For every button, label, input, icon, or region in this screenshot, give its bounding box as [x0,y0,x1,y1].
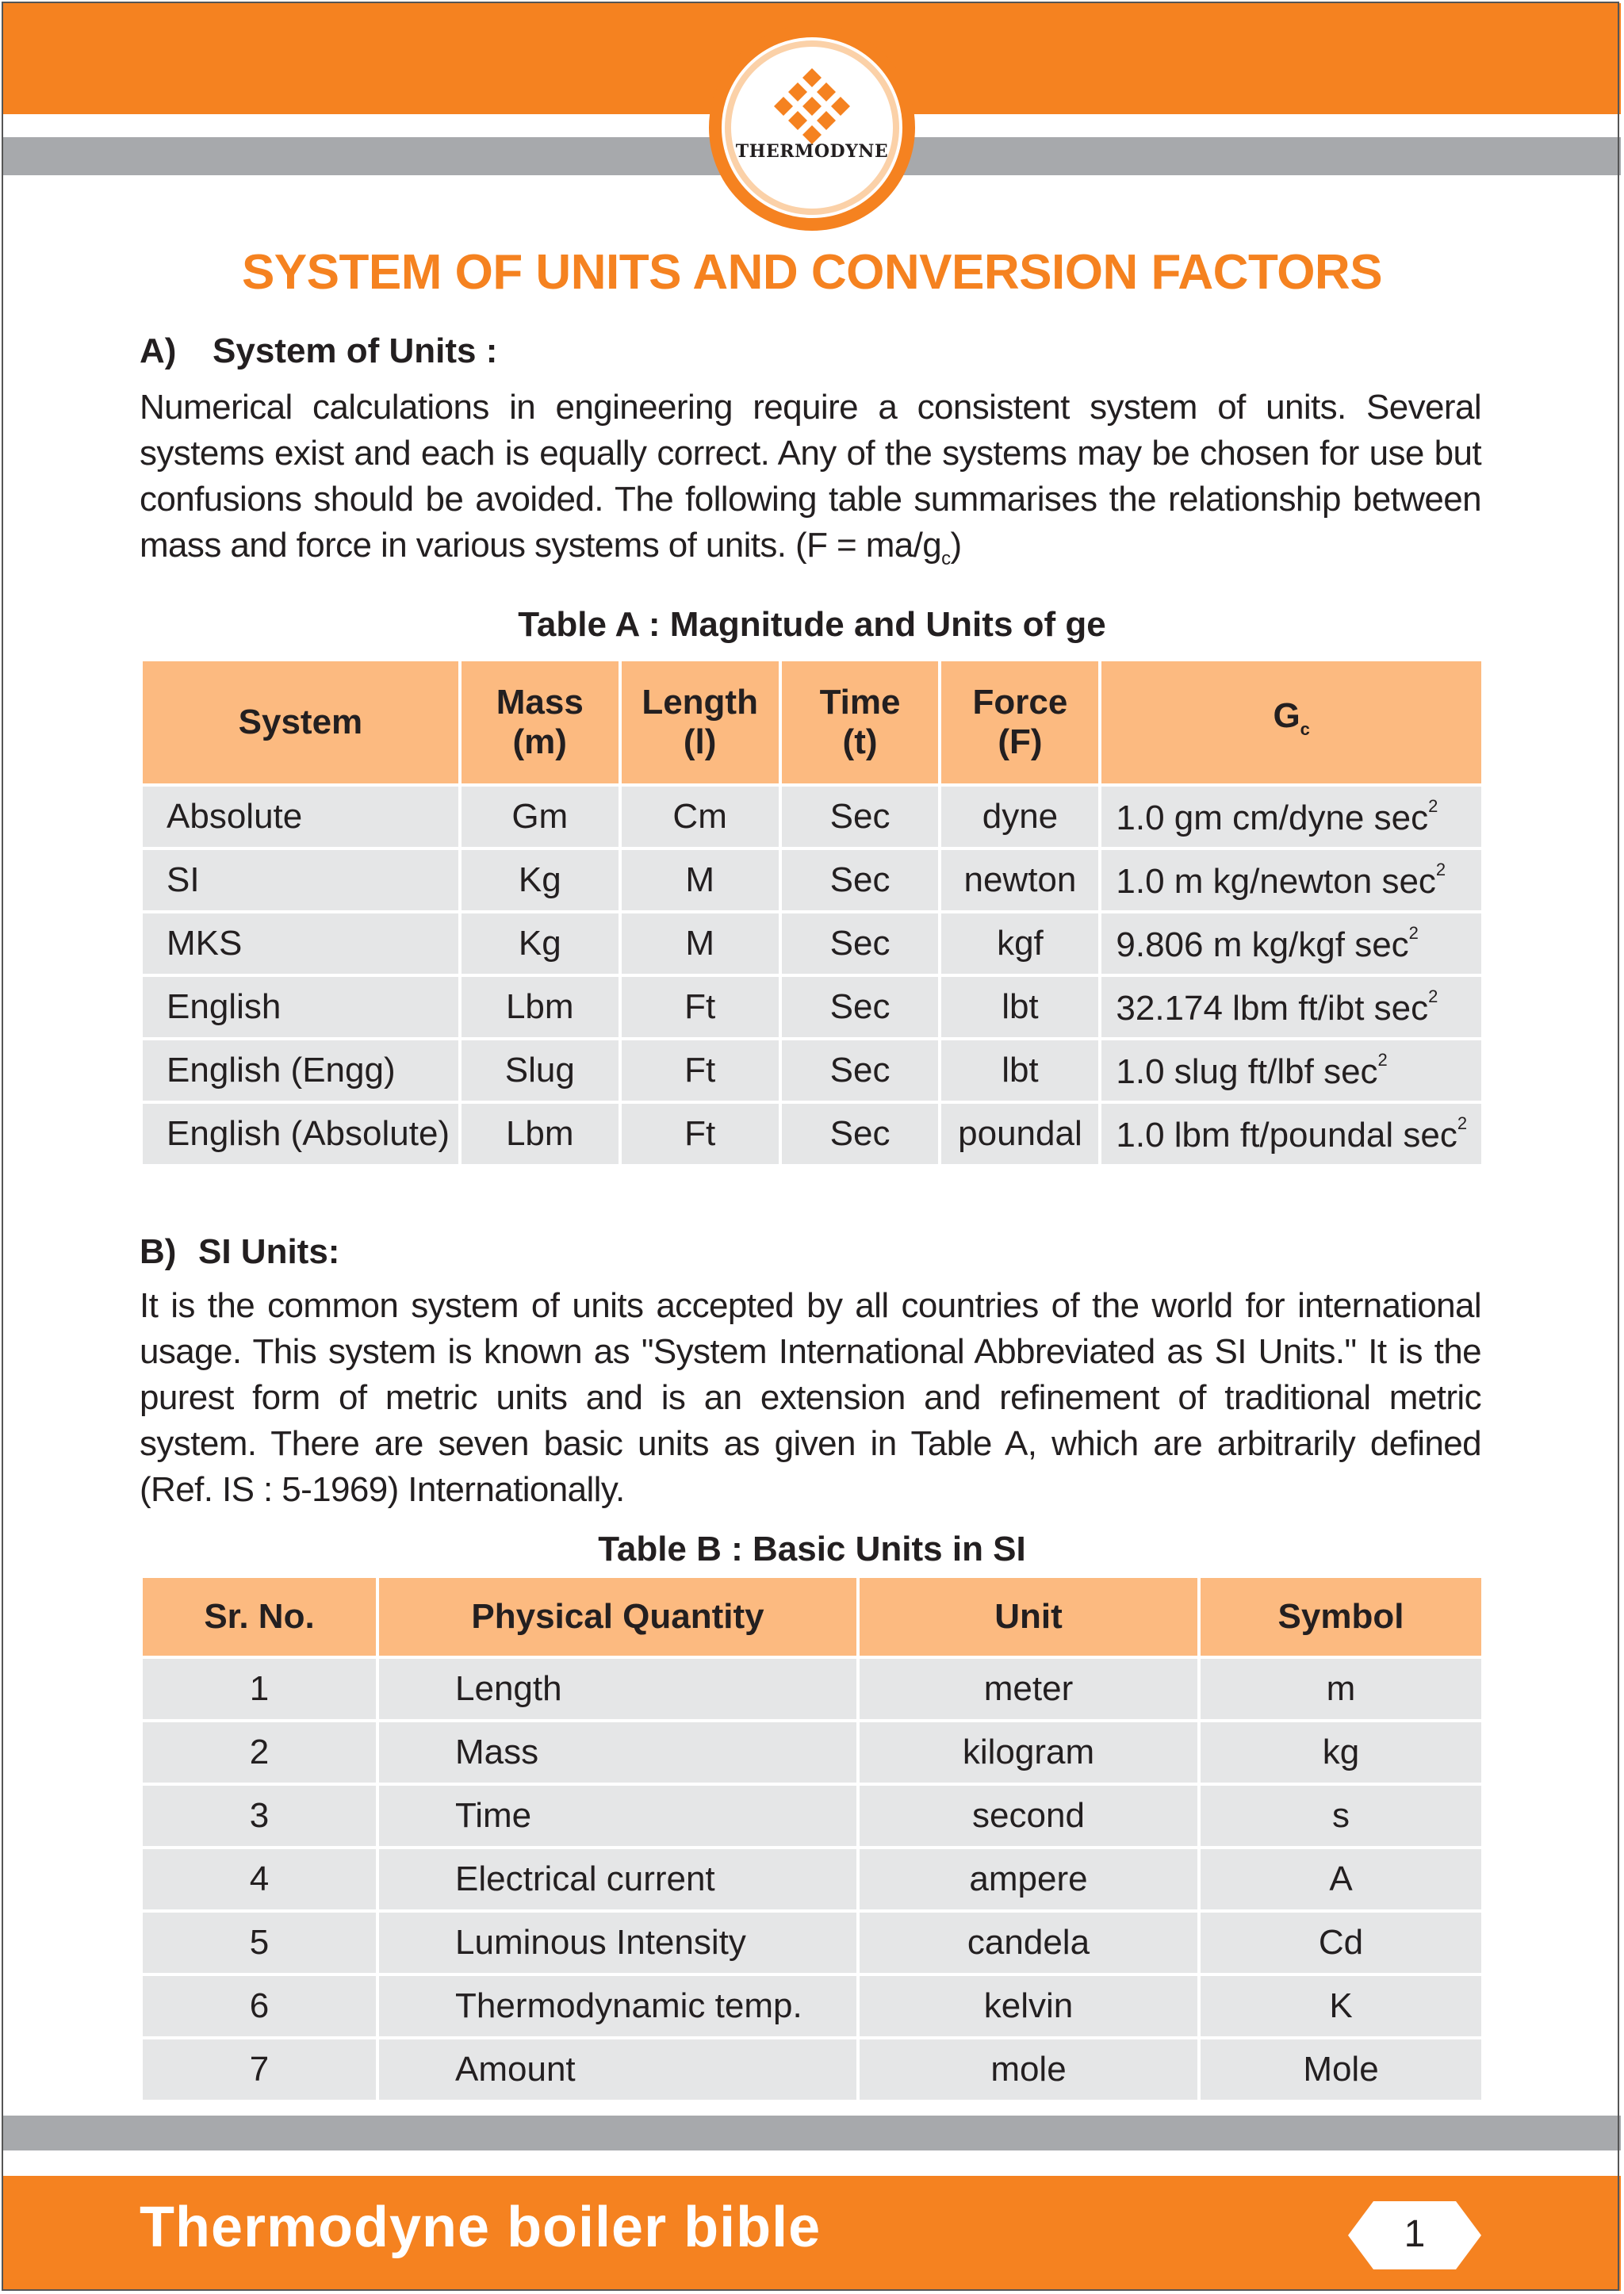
cell-force: dyne [941,787,1098,847]
header-mass: Mass (m) [462,661,619,783]
cell-sr-no: 4 [143,1849,376,1909]
table-row [143,1849,1481,1909]
table-b-body [143,1659,1481,2100]
cell-time: Sec [782,1104,939,1164]
table-row [143,850,1481,910]
cell-symbol: A [1201,1849,1481,1909]
section-a-title: System of Units : [213,331,498,370]
section-a-heading [140,331,497,371]
table-b-header-row [143,1578,1481,1656]
cell-mass: Lbm [462,1104,619,1164]
section-a-subscript: c [941,547,951,569]
cell-unit: kelvin [860,1976,1197,2036]
cell-physical-quantity: Amount [379,2039,856,2100]
cell-gc [1101,850,1481,910]
cell-mass: Slug [462,1040,619,1101]
page-title: SYSTEM OF UNITS AND CONVERSION FACTORS [241,245,1383,300]
cell-gc [1101,913,1481,974]
gc-value: 1.0 gm cm/dyne sec [1116,798,1429,837]
header-symbol: Symbol [1201,1578,1481,1656]
footer-title: Thermodyne boiler bible [140,2196,822,2259]
header-time: Time (t) [782,661,939,783]
cell-unit: mole [860,2039,1197,2100]
gc-exponent: 2 [1435,859,1446,879]
cell-gc [1101,1040,1481,1101]
cell-symbol: s [1201,1786,1481,1846]
diamond-grid-icon [771,67,853,146]
header-force: Force (F) [941,661,1098,783]
cell-symbol: kg [1201,1722,1481,1783]
cell-gc [1101,1104,1481,1164]
cell-physical-quantity: Thermodynamic temp. [379,1976,856,2036]
cell-system: English (Engg) [143,1040,458,1101]
table-a-caption: Table A : Magnitude and Units of ge [518,605,1106,644]
cell-unit: ampere [860,1849,1197,1909]
table-a-body [143,787,1481,1164]
cell-length: M [622,913,779,974]
cell-time: Sec [782,977,939,1037]
gc-value: 1.0 slug ft/lbf sec [1116,1051,1378,1091]
cell-length: Ft [622,1040,779,1101]
table-b-caption: Table B : Basic Units in SI [598,1530,1026,1568]
table-row [143,1913,1481,1973]
cell-system: English (Absolute) [143,1104,458,1164]
gc-exponent: 2 [1457,1113,1468,1133]
table-a [140,658,1484,1167]
table-row [143,787,1481,847]
cell-mass: Kg [462,913,619,974]
logo-text: THERMODYNE [735,141,889,162]
cell-mass: Kg [462,850,619,910]
cell-sr-no: 5 [143,1913,376,1973]
header-sr-no: Sr. No. [143,1578,376,1656]
cell-symbol: Cd [1201,1913,1481,1973]
cell-system: Absolute [143,787,458,847]
table-row [143,2039,1481,2100]
cell-force: lbt [941,1040,1098,1101]
table-row [143,977,1481,1037]
cell-symbol: m [1201,1659,1481,1719]
cell-physical-quantity: Length [379,1659,856,1719]
table-row [143,1104,1481,1164]
cell-length: Ft [622,977,779,1037]
cell-unit: kilogram [860,1722,1197,1783]
section-b-marker: B) [140,1232,177,1271]
section-a-text: Numerical calculations in engineering require a consistent system of units. Several systems exist and each is equally correct. Any of the systems may be chosen for use but confusions should be avoided. The following table summarises the relationship between mass and force in various systems of units. (F = ma/g [140,388,1481,565]
table-row [143,1722,1481,1783]
cell-system: MKS [143,913,458,974]
table-a-header-row [143,661,1481,783]
table-row [143,1659,1481,1719]
section-b-heading [140,1232,339,1272]
cell-force: kgf [941,913,1098,974]
cell-physical-quantity: Mass [379,1722,856,1783]
section-a-paragraph [140,385,1481,582]
cell-time: Sec [782,850,939,910]
cell-sr-no: 3 [143,1786,376,1846]
header-unit: Unit [860,1578,1197,1656]
section-b-paragraph: It is the common system of units accepted by all countries of the world for international usage. This system is known as "System International Abbreviated as SI Units." It is the purest form of metric units and is an extension and refinement of traditional metric system. There are seven basic units as given in Table A, which are arbitrarily defined (Ref. IS : 5-1969) Internationally. [140,1286,1481,1509]
header-system: System [143,661,458,783]
table-b [140,1575,1484,2103]
cell-symbol: K [1201,1976,1481,2036]
cell-system: English [143,977,458,1037]
cell-length: M [622,850,779,910]
cell-gc [1101,977,1481,1037]
table-row [143,1976,1481,2036]
cell-gc [1101,787,1481,847]
cell-physical-quantity: Luminous Intensity [379,1913,856,1973]
gc-exponent: 2 [1428,986,1438,1006]
cell-sr-no: 2 [143,1722,376,1783]
footer-grey-band [3,2116,1621,2150]
gc-value: 32.174 lbm ft/ibt sec [1116,988,1429,1028]
cell-physical-quantity: Electrical current [379,1849,856,1909]
gc-exponent: 2 [1377,1049,1388,1070]
cell-force: newton [941,850,1098,910]
cell-time: Sec [782,787,939,847]
header-gc: $G_c$ [1101,661,1481,783]
cell-symbol: Mole [1201,2039,1481,2100]
header-physical-quantity: Physical Quantity [379,1578,856,1656]
section-b-title: SI Units: [198,1232,340,1271]
cell-length: Ft [622,1104,779,1164]
table-row [143,1040,1481,1101]
cell-unit: meter [860,1659,1197,1719]
cell-system: SI [143,850,458,910]
cell-time: Sec [782,1040,939,1101]
cell-unit: candela [860,1913,1197,1973]
gc-exponent: 2 [1428,795,1438,816]
cell-time: Sec [782,913,939,974]
cell-mass: Lbm [462,977,619,1037]
gc-value: 1.0 m kg/newton sec [1116,861,1436,901]
cell-length: Cm [622,787,779,847]
cell-physical-quantity: Time [379,1786,856,1846]
cell-sr-no: 1 [143,1659,376,1719]
gc-exponent: 2 [1408,922,1419,943]
table-row [143,913,1481,974]
cell-force: poundal [941,1104,1098,1164]
section-a-text-end: ) [950,526,962,565]
gc-value: 1.0 lbm ft/poundal sec [1116,1115,1457,1155]
header-length: Length (l) [622,661,779,783]
cell-sr-no: 6 [143,1976,376,2036]
cell-force: lbt [941,977,1098,1037]
cell-mass: Gm [462,787,619,847]
cell-unit: second [860,1786,1197,1846]
gc-value: 9.806 m kg/kgf sec [1116,925,1409,964]
cell-sr-no: 7 [143,2039,376,2100]
section-a-marker: A) [140,331,177,370]
page-number: 1 [1404,2213,1426,2255]
table-row [143,1786,1481,1846]
